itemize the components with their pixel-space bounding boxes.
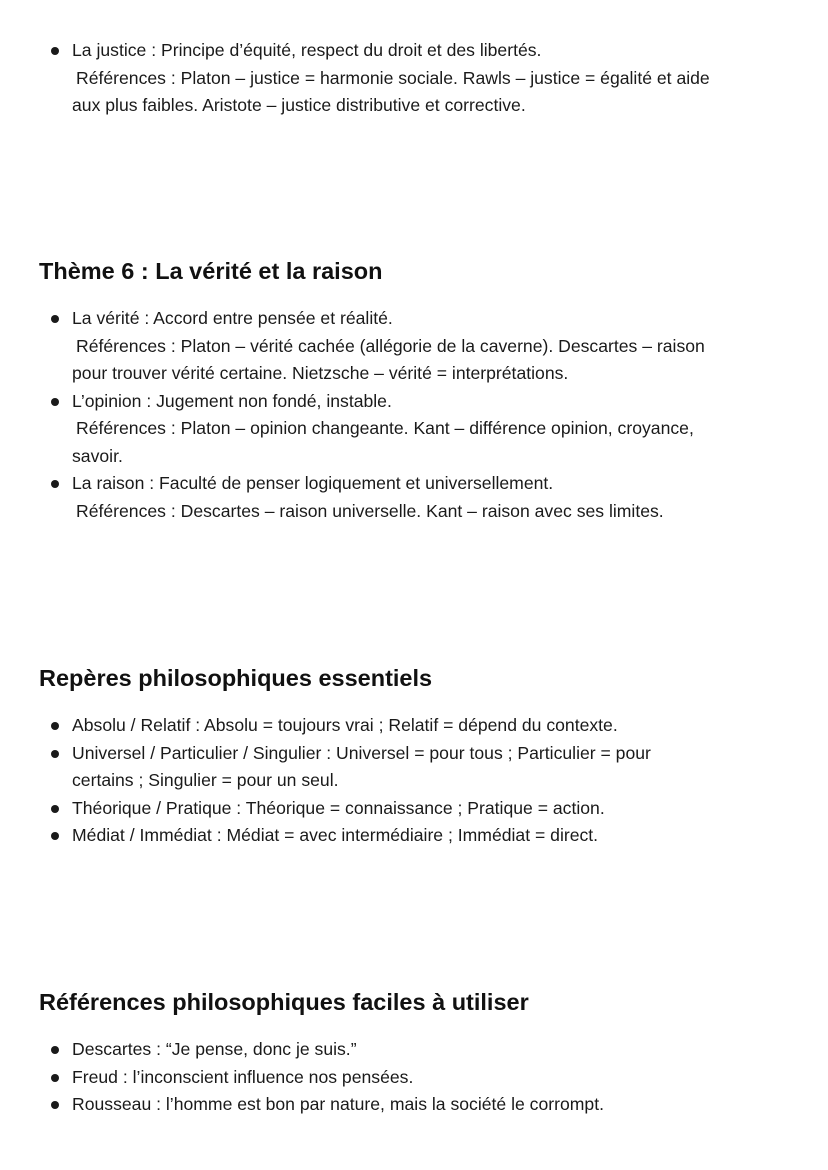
list-item-justice — [0, 37, 828, 120]
list-item-verite — [0, 305, 828, 388]
references-list — [0, 1036, 828, 1119]
section-title-reperes: Repères philosophiques essentiels — [39, 665, 433, 691]
bullet-icon — [51, 750, 59, 758]
list-item-mediat — [0, 822, 828, 850]
bullet-icon — [51, 398, 59, 406]
item-references: Références : Descartes – raison universelle. Kant – raison avec ses limites. — [76, 500, 664, 521]
list-item-theorique — [0, 795, 828, 823]
bullet-icon — [51, 1074, 59, 1082]
bullet-icon — [51, 832, 59, 840]
item-text: La justice : Principe d’équité, respect du droit et des libertés. — [72, 40, 542, 60]
item-text: Absolu / Relatif : Absolu = toujours vrai ; Relatif = dépend du contexte. — [72, 715, 618, 735]
bullet-icon — [51, 315, 59, 323]
reperes-list — [0, 712, 828, 850]
item-text-cont: certains ; Singulier = pour un seul. — [72, 770, 339, 790]
item-references: Références : Platon – justice = harmonie sociale. Rawls – justice = égalité et aide — [76, 67, 710, 88]
item-references-cont: aux plus faibles. Aristote – justice distributive et corrective. — [72, 95, 526, 115]
item-text: La raison : Faculté de penser logiquement et universellement. — [72, 473, 554, 493]
list-item-freud — [0, 1064, 828, 1092]
item-text: Descartes : “Je pense, donc je suis.” — [72, 1039, 357, 1059]
item-text: L’opinion : Jugement non fondé, instable. — [72, 390, 392, 411]
theme6-list — [0, 305, 828, 525]
item-references: Références : Platon – opinion changeante. Kant – différence opinion, croyance, — [76, 418, 694, 438]
item-text: Médiat / Immédiat : Médiat = avec intermédiaire ; Immédiat = direct. — [72, 825, 599, 845]
justice-list — [0, 37, 828, 120]
item-text: La vérité : Accord entre pensée et réalité. — [72, 308, 393, 328]
list-item-opinion — [0, 388, 828, 471]
list-item-descartes — [0, 1036, 828, 1064]
bullet-icon — [51, 480, 59, 488]
item-references-cont: savoir. — [72, 445, 123, 466]
list-item-absolu — [0, 712, 828, 740]
bullet-icon — [51, 1101, 59, 1109]
item-text: Théorique / Pratique : Théorique = connaissance ; Pratique = action. — [72, 797, 605, 818]
bullet-icon — [51, 722, 59, 730]
list-item-rousseau — [0, 1091, 828, 1119]
section-title-theme6: Thème 6 : La vérité et la raison — [39, 258, 383, 284]
item-references-cont: pour trouver vérité certaine. Nietzsche – vérité = interprétations. — [72, 363, 569, 383]
bullet-icon — [51, 1046, 59, 1054]
item-text: Freud : l’inconscient influence nos pensées. — [72, 1066, 414, 1087]
bullet-icon — [51, 47, 59, 55]
item-text: Rousseau : l’homme est bon par nature, mais la société le corrompt. — [72, 1094, 604, 1114]
item-text: Universel / Particulier / Singulier : Universel = pour tous ; Particulier = pour — [72, 742, 651, 763]
section-title-references: Références philosophiques faciles à utiliser — [39, 989, 529, 1015]
item-references: Références : Platon – vérité cachée (allégorie de la caverne). Descartes – raison — [76, 335, 705, 356]
bullet-icon — [51, 805, 59, 813]
list-item-universel — [0, 740, 828, 795]
list-item-raison — [0, 470, 828, 525]
